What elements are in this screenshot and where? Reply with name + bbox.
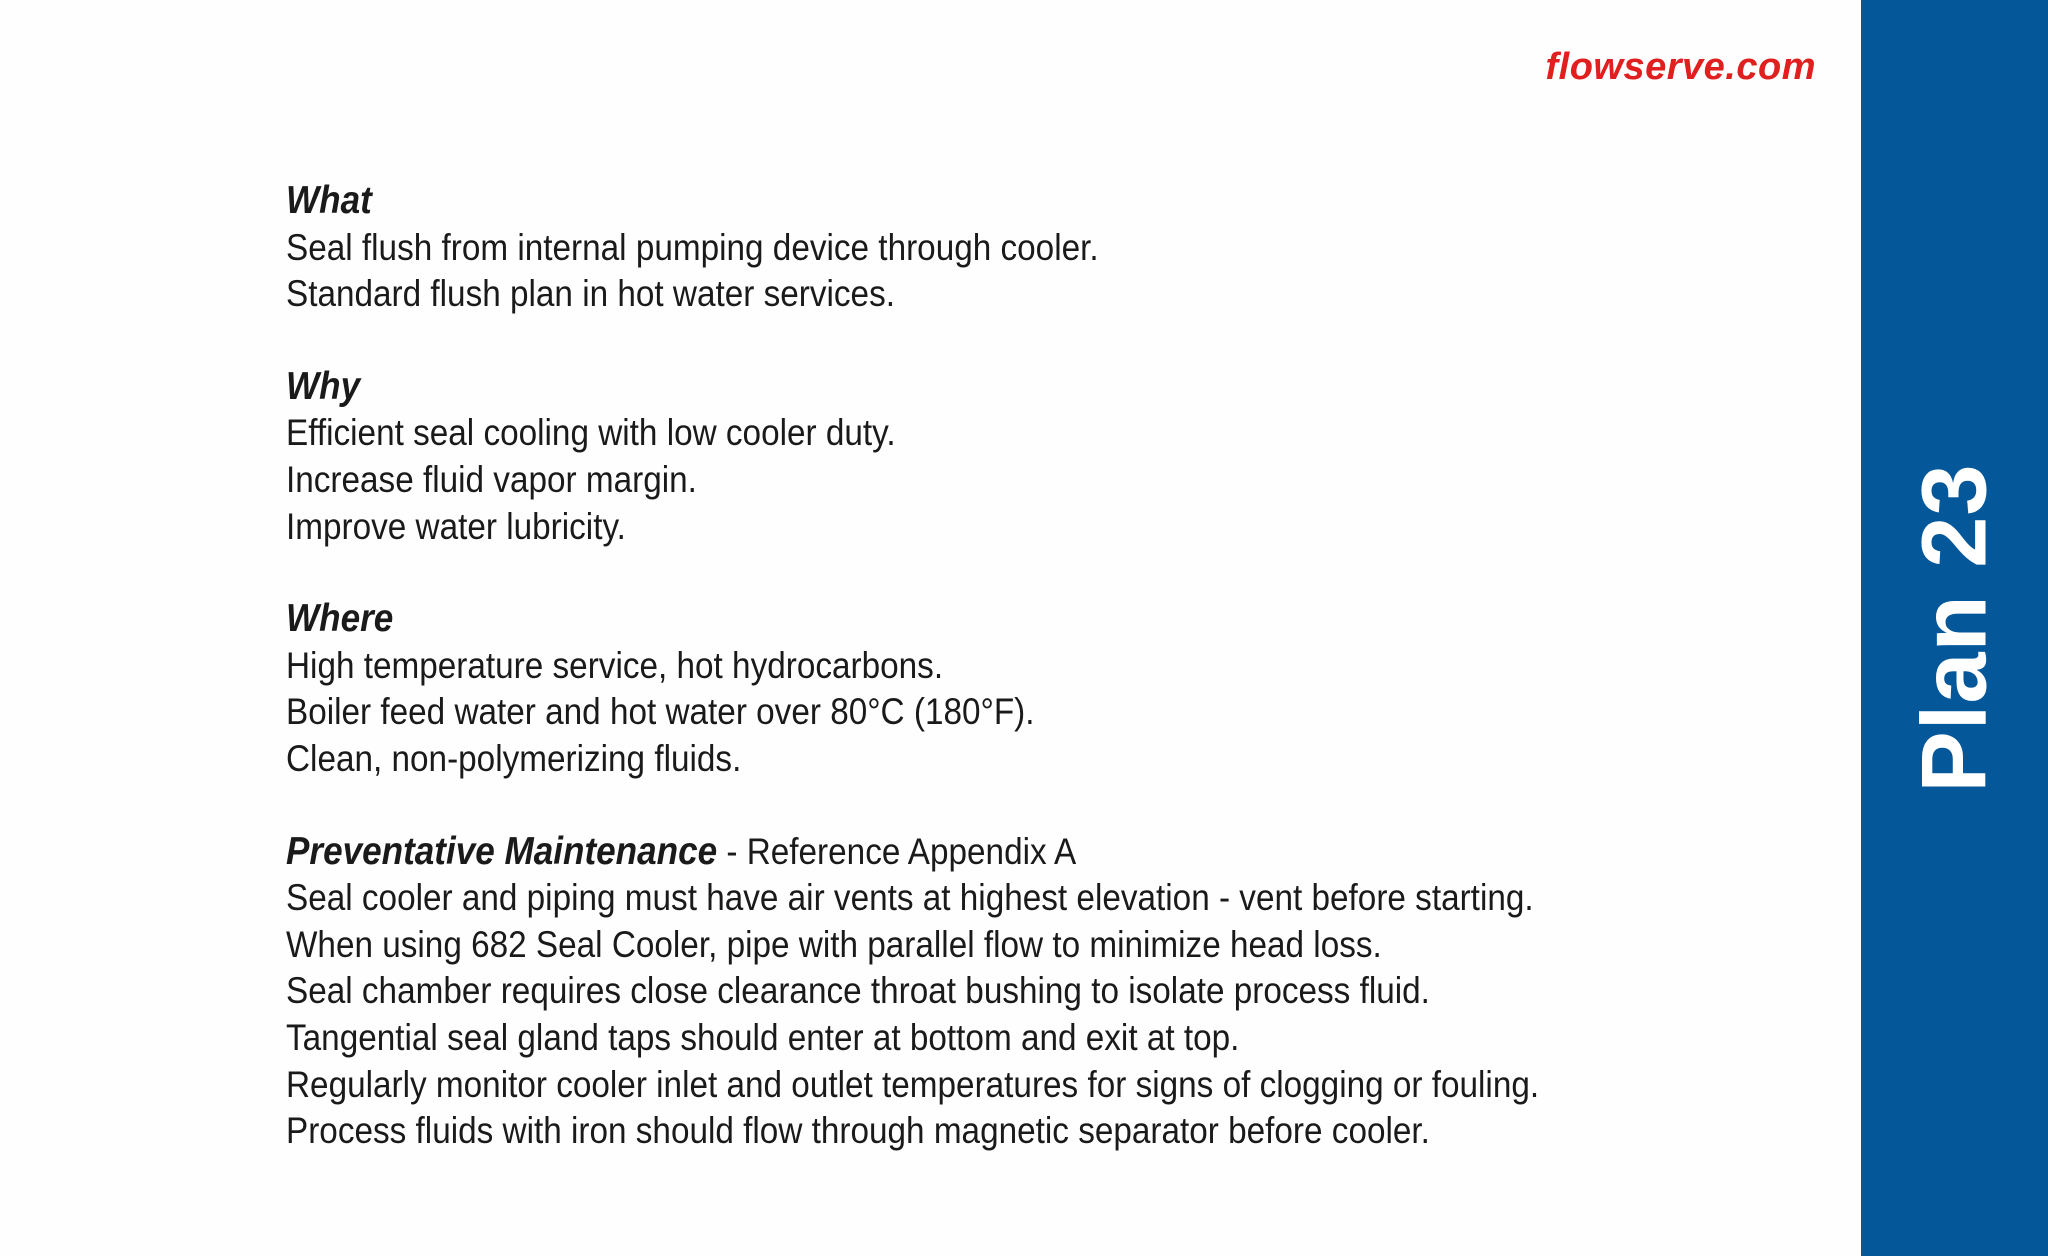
content [286, 178, 1672, 1201]
side-band [1861, 0, 2048, 1256]
section-where [286, 596, 1672, 782]
where-line-1: High temperature service, hot hydrocarbons. [286, 644, 944, 686]
maintenance-line-6: Process fluids with iron should flow through magnetic separator before cooler. [286, 1110, 1430, 1152]
section-why [286, 364, 1672, 550]
section-heading-where: Where [286, 597, 394, 641]
section-maintenance [286, 829, 1672, 1155]
what-line-1: Seal flush from internal pumping device through cooler. [286, 226, 1099, 268]
maintenance-line-4: Tangential seal gland taps should enter at bottom and exit at top. [286, 1016, 1240, 1058]
site-link[interactable]: flowserve.com [1545, 46, 1816, 88]
maintenance-line-5: Regularly monitor cooler inlet and outlet temperatures for signs of clogging or fouling. [286, 1063, 1540, 1105]
why-line-1: Efficient seal cooling with low cooler duty. [286, 412, 896, 454]
section-heading-what: What [286, 179, 372, 222]
maintenance-reference: - Reference Appendix A [717, 830, 1077, 872]
maintenance-line-3: Seal chamber requires close clearance throat bushing to isolate process fluid. [286, 970, 1430, 1012]
plan-title: Plan 23 [1903, 463, 2005, 793]
why-line-2: Increase fluid vapor margin. [286, 458, 697, 500]
maintenance-line-1: Seal cooler and piping must have air vents at highest elevation - vent before starting. [286, 877, 1534, 919]
where-line-3: Clean, non-polymerizing fluids. [286, 737, 742, 779]
where-line-2: Boiler feed water and hot water over 80°C (180°F). [286, 691, 1035, 733]
maintenance-line-2: When using 682 Seal Cooler, pipe with parallel flow to minimize head loss. [286, 923, 1382, 965]
maintenance-heading-line [286, 829, 1672, 876]
section-what [286, 178, 1672, 318]
what-line-2: Standard flush plan in hot water services. [286, 273, 895, 315]
section-heading-maintenance: Preventative Maintenance [286, 829, 718, 873]
why-line-3: Improve water lubricity. [286, 505, 626, 547]
section-heading-why: Why [286, 364, 361, 408]
